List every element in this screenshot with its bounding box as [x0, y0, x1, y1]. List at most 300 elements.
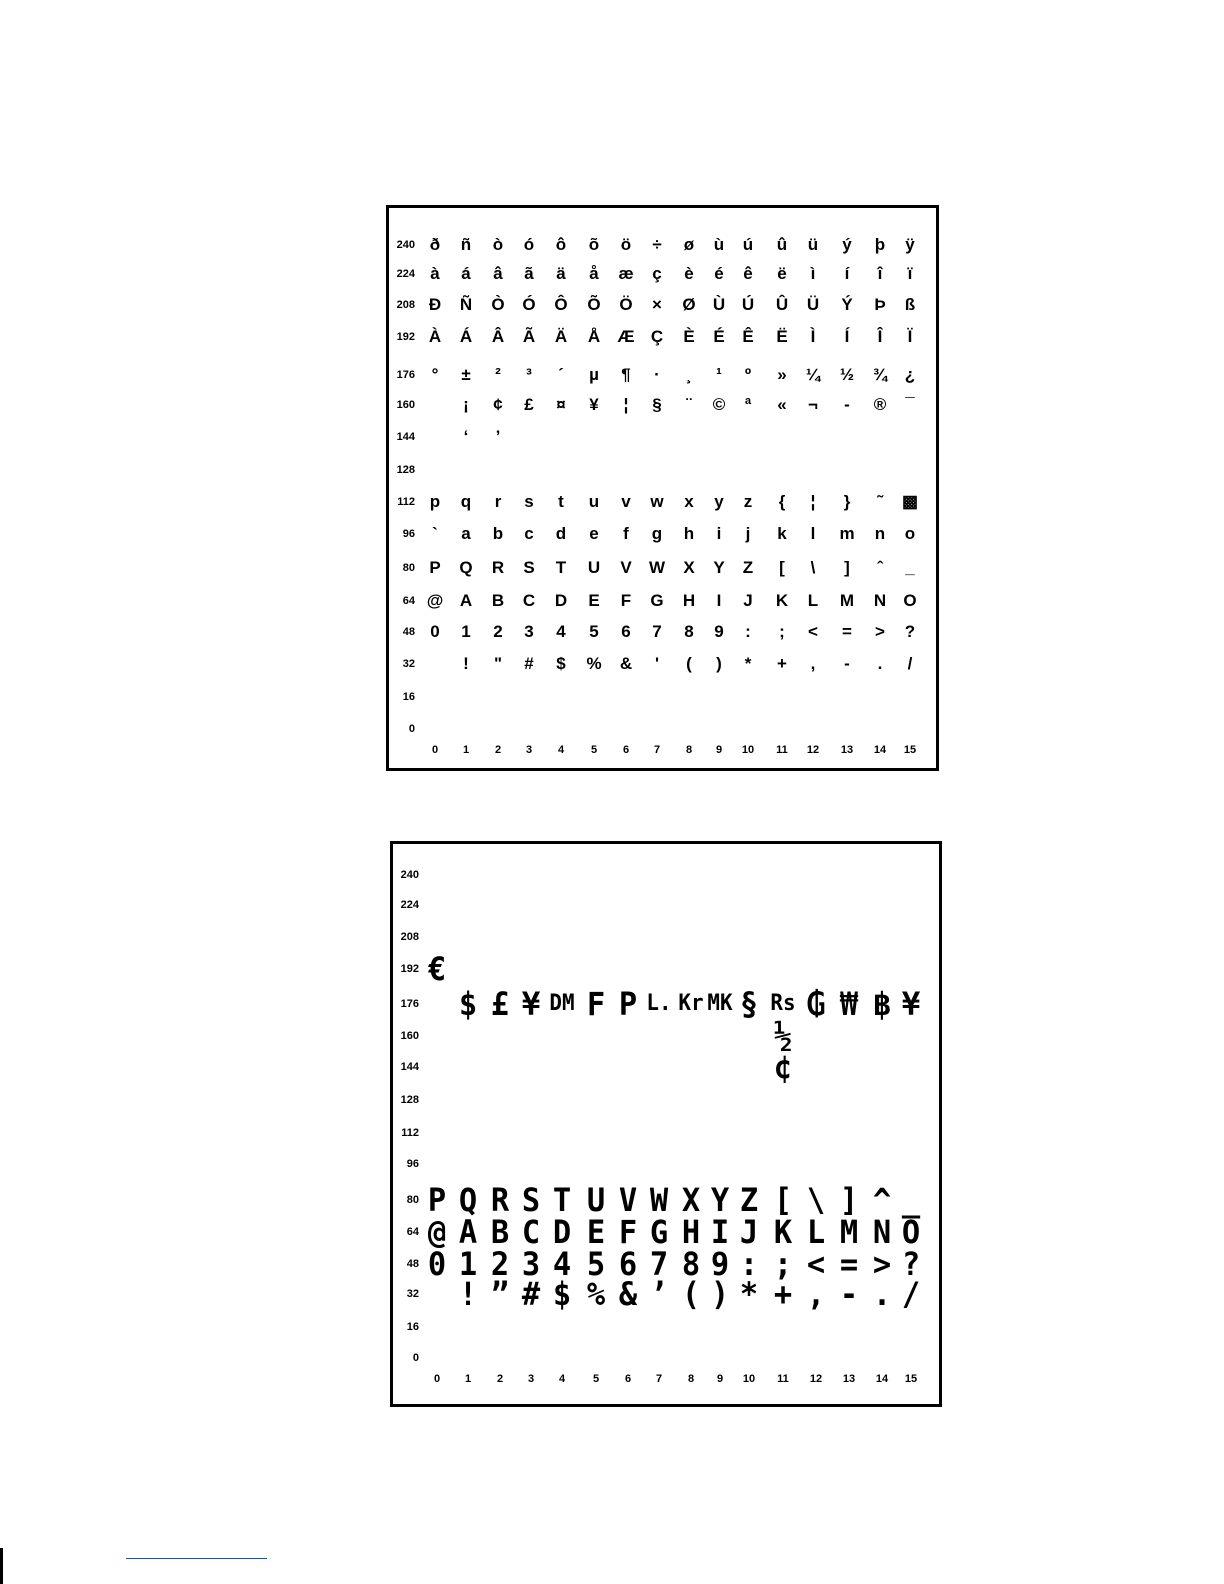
glyph-cell: K — [775, 591, 789, 610]
glyph-cell: Ø — [682, 295, 696, 314]
glyph-cell: æ — [618, 264, 634, 283]
glyph-cell: U — [587, 558, 601, 577]
glyph-cell: U — [586, 1181, 606, 1219]
glyph-cell: ) — [716, 654, 722, 673]
glyph-cell: À — [428, 327, 442, 346]
margin-bar — [0, 1548, 3, 1584]
glyph-cell: + — [773, 1275, 793, 1313]
glyph-cell: Î — [877, 327, 883, 346]
glyph-cell: \ — [806, 1181, 826, 1219]
glyph-cell: r — [494, 492, 502, 511]
glyph-cell: & — [618, 1275, 638, 1313]
glyph-cell: , — [810, 654, 816, 673]
glyph-cell: ! — [463, 654, 469, 673]
glyph-cell: å — [589, 264, 599, 283]
glyph-cell: N — [872, 1213, 892, 1251]
glyph-cell: § — [652, 395, 662, 414]
glyph-cell: 2 — [493, 622, 503, 641]
glyph-cell: ^ — [872, 1181, 892, 1219]
glyph-cell: D — [554, 591, 568, 610]
column-label: 6 — [624, 1373, 632, 1385]
column-label: 1 — [464, 1373, 472, 1385]
glyph-cell: Ü — [806, 295, 820, 314]
glyph-cell: # — [521, 1275, 541, 1313]
glyph-cell: [ — [779, 558, 785, 577]
glyph-cell: Rs — [770, 991, 796, 1016]
row-label: 64 — [402, 595, 415, 607]
glyph-cell: A — [459, 591, 473, 610]
glyph-cell: q — [460, 492, 472, 511]
glyph-cell: ³ — [526, 365, 532, 384]
glyph-cell: Q — [458, 1181, 478, 1219]
glyph-cell: 4 — [556, 622, 566, 641]
glyph-cell: ß — [904, 295, 916, 314]
glyph-cell: X — [683, 558, 695, 577]
glyph-cell: i — [716, 524, 722, 543]
glyph-cell: Ô — [554, 295, 568, 314]
glyph-cell: - — [844, 654, 850, 673]
glyph-cell: MK — [707, 991, 733, 1016]
glyph-cell: > — [875, 622, 885, 641]
glyph-cell: > — [872, 1245, 892, 1283]
glyph-cell: ¡ — [463, 395, 469, 414]
glyph-cell: Õ — [587, 295, 601, 314]
row-label: 112 — [401, 1127, 419, 1139]
glyph-cell: í — [844, 264, 850, 283]
column-label: 3 — [527, 1373, 535, 1385]
glyph-cell: < — [808, 622, 818, 641]
glyph-cell: ´ — [558, 365, 564, 384]
glyph-cell: $ — [552, 1275, 572, 1313]
glyph-cell: ’ — [495, 427, 501, 446]
glyph-cell: × — [652, 295, 662, 314]
glyph-cell: Ú — [741, 295, 755, 314]
column-label: 13 — [842, 1373, 856, 1385]
glyph-cell: ¦ — [810, 492, 816, 511]
glyph-cell: Å — [587, 327, 601, 346]
glyph-cell: Y — [713, 558, 725, 577]
glyph-cell: â — [493, 264, 503, 283]
character-table-1 — [386, 205, 939, 771]
glyph-cell: Ã — [522, 327, 536, 346]
glyph-cell: ì — [810, 264, 816, 283]
glyph-cell: Ç — [650, 327, 664, 346]
glyph-cell: ' — [654, 654, 660, 673]
glyph-cell: Á — [459, 327, 473, 346]
glyph-cell: ® — [873, 395, 887, 414]
glyph-cell: û — [776, 235, 788, 254]
glyph-cell: ø — [683, 235, 695, 254]
glyph-cell: @ — [426, 591, 444, 610]
glyph-cell: 6 — [621, 622, 631, 641]
glyph-cell: D — [552, 1213, 572, 1251]
glyph-cell: } — [843, 492, 851, 511]
glyph-cell: ¥ — [521, 985, 541, 1023]
character-table-2 — [390, 841, 942, 1407]
glyph-cell: P — [427, 1181, 447, 1219]
glyph-cell: w — [650, 492, 664, 511]
glyph-cell: C — [522, 591, 536, 610]
row-label: 48 — [406, 1258, 419, 1270]
glyph-cell: 3 — [521, 1245, 541, 1283]
glyph-cell: * — [744, 654, 752, 673]
row-label: 64 — [406, 1226, 419, 1238]
glyph-cell: Kr — [678, 991, 704, 1016]
glyph-cell: H — [681, 1213, 701, 1251]
column-label: 13 — [840, 744, 854, 756]
glyph-cell: 7 — [652, 622, 662, 641]
glyph-cell: € — [427, 950, 447, 988]
glyph-cell: Ò — [491, 295, 505, 314]
glyph-cell: T — [555, 558, 567, 577]
glyph-cell: ç — [652, 264, 662, 283]
glyph-cell: I — [716, 591, 722, 610]
column-label: 1 — [462, 744, 470, 756]
glyph-cell: Ê — [742, 327, 754, 346]
glyph-cell: k — [777, 524, 787, 543]
column-label: 2 — [496, 1373, 504, 1385]
glyph-cell: 5 — [586, 1245, 606, 1283]
glyph-cell: n — [874, 524, 886, 543]
row-label: 160 — [396, 399, 415, 411]
glyph-cell: 4 — [552, 1245, 572, 1283]
glyph-cell: $ — [556, 654, 566, 673]
row-label: 16 — [402, 691, 415, 703]
glyph-cell: " — [493, 654, 503, 673]
glyph-cell: ¶ — [621, 365, 631, 384]
glyph-cell: G — [650, 591, 664, 610]
glyph-cell: ý — [842, 235, 852, 254]
row-label: 32 — [402, 658, 415, 670]
glyph-cell: _ — [905, 558, 915, 577]
glyph-cell: P — [618, 985, 638, 1023]
glyph-cell: a — [461, 524, 471, 543]
row-label: 48 — [402, 626, 415, 638]
glyph-cell: ô — [555, 235, 567, 254]
glyph-cell: ÷ — [652, 235, 662, 254]
glyph-cell: P — [429, 558, 441, 577]
glyph-cell: V — [620, 558, 632, 577]
column-label: 12 — [806, 744, 820, 756]
column-label: 3 — [525, 744, 533, 756]
glyph-cell: j — [745, 524, 751, 543]
glyph-cell: 2 — [490, 1245, 510, 1283]
row-label: 176 — [396, 369, 415, 381]
glyph-cell: Z — [742, 558, 754, 577]
glyph-cell: # — [524, 654, 534, 673]
row-label: 224 — [396, 268, 415, 280]
glyph-cell: Û — [775, 295, 789, 314]
glyph-cell: ( — [686, 654, 692, 673]
column-label: 7 — [655, 1373, 663, 1385]
glyph-cell: ï — [907, 264, 913, 283]
column-label: 4 — [557, 744, 565, 756]
glyph-cell: Ë — [776, 327, 788, 346]
row-label: 176 — [400, 998, 419, 1010]
glyph-cell: _ — [901, 1181, 921, 1219]
glyph-cell: c — [524, 524, 534, 543]
glyph-cell: + — [777, 654, 787, 673]
glyph-cell: F — [618, 1213, 638, 1251]
glyph-cell: ’ — [649, 1275, 669, 1313]
glyph-cell: 7 — [649, 1245, 669, 1283]
glyph-cell: @ — [427, 1213, 447, 1251]
glyph-cell: R — [490, 1181, 510, 1219]
column-label: 2 — [494, 744, 502, 756]
glyph-cell: ¸ — [686, 365, 692, 384]
glyph-cell: ▩ — [901, 492, 919, 511]
glyph-cell: ¤ — [556, 395, 566, 414]
glyph-cell: ½ — [773, 1017, 793, 1055]
glyph-cell: Â — [491, 327, 505, 346]
glyph-cell: 9 — [710, 1245, 730, 1283]
glyph-cell: z — [743, 492, 753, 511]
glyph-cell: ñ — [460, 235, 472, 254]
column-label: 9 — [716, 1373, 724, 1385]
glyph-cell: Y — [710, 1181, 730, 1219]
column-label: 8 — [687, 1373, 695, 1385]
glyph-cell: N — [873, 591, 887, 610]
glyph-cell: ¯ — [905, 395, 915, 414]
glyph-cell: ฿ — [872, 985, 892, 1023]
glyph-cell: H — [682, 591, 696, 610]
glyph-cell: . — [877, 654, 883, 673]
glyph-cell: M — [839, 591, 855, 610]
glyph-cell: . — [872, 1275, 892, 1313]
glyph-cell: Ñ — [459, 295, 473, 314]
glyph-cell: ? — [901, 1245, 921, 1283]
row-label: 144 — [400, 1061, 419, 1073]
glyph-cell: Ä — [554, 327, 568, 346]
glyph-cell: R — [491, 558, 505, 577]
glyph-cell: ü — [807, 235, 819, 254]
glyph-cell: 3 — [524, 622, 534, 641]
glyph-cell: ¨ — [686, 395, 692, 414]
glyph-cell: ã — [524, 264, 534, 283]
glyph-cell: © — [712, 395, 726, 414]
glyph-cell: ” — [490, 1275, 510, 1313]
glyph-cell: á — [461, 264, 471, 283]
glyph-cell: ä — [556, 264, 566, 283]
glyph-cell: F — [586, 985, 606, 1023]
glyph-cell: F — [620, 591, 632, 610]
column-label: 11 — [777, 1373, 789, 1385]
glyph-cell: b — [492, 524, 504, 543]
glyph-cell: O — [901, 1213, 921, 1251]
row-label: 80 — [402, 562, 415, 574]
glyph-cell: L — [807, 591, 819, 610]
glyph-cell: ¢ — [773, 1048, 793, 1086]
column-label: 10 — [741, 744, 755, 756]
glyph-cell: ) — [710, 1275, 730, 1313]
glyph-cell: ¥ — [901, 985, 921, 1023]
glyph-cell: ¾ — [872, 365, 888, 384]
column-label: 9 — [715, 744, 723, 756]
glyph-cell: Ð — [428, 295, 442, 314]
glyph-cell: L — [806, 1213, 826, 1251]
glyph-cell: 8 — [681, 1245, 701, 1283]
row-label: 32 — [406, 1288, 419, 1300]
glyph-cell: Ù — [712, 295, 726, 314]
glyph-cell: ₲ — [806, 985, 826, 1023]
glyph-cell: d — [555, 524, 567, 543]
glyph-cell: I — [710, 1213, 730, 1251]
glyph-cell: ò — [492, 235, 504, 254]
glyph-cell: p — [429, 492, 441, 511]
glyph-cell: ( — [681, 1275, 701, 1313]
glyph-cell: à — [430, 264, 440, 283]
glyph-cell: Ý — [841, 295, 853, 314]
row-label: 0 — [408, 723, 415, 735]
glyph-cell: x — [684, 492, 694, 511]
glyph-cell: J — [739, 1213, 759, 1251]
glyph-cell: g — [651, 524, 663, 543]
glyph-cell: ¬ — [808, 395, 818, 414]
glyph-cell: X — [681, 1181, 701, 1219]
glyph-cell: o — [904, 524, 916, 543]
column-label: 10 — [742, 1373, 756, 1385]
glyph-cell: 0 — [430, 622, 440, 641]
glyph-cell: è — [684, 264, 694, 283]
glyph-cell: $ — [458, 985, 478, 1023]
glyph-cell: t — [558, 492, 564, 511]
row-label: 16 — [406, 1321, 419, 1333]
row-label: 96 — [402, 528, 415, 540]
column-label: 4 — [558, 1373, 566, 1385]
glyph-cell: ë — [777, 264, 787, 283]
column-label: 5 — [592, 1373, 600, 1385]
glyph-cell: : — [745, 622, 751, 641]
glyph-cell: 1 — [461, 622, 471, 641]
glyph-cell: S — [523, 558, 535, 577]
glyph-cell: ¼ — [805, 365, 821, 384]
row-label: 160 — [400, 1030, 419, 1042]
glyph-cell: ; — [773, 1245, 793, 1283]
glyph-cell: Z — [739, 1181, 759, 1219]
glyph-cell: § — [739, 985, 759, 1023]
glyph-cell: É — [713, 327, 725, 346]
glyph-cell: u — [588, 492, 600, 511]
glyph-cell: ö — [620, 235, 632, 254]
glyph-cell: DM — [549, 991, 575, 1016]
glyph-cell: ù — [713, 235, 725, 254]
column-label: 11 — [776, 744, 788, 756]
glyph-cell: W — [648, 558, 666, 577]
row-label: 208 — [400, 931, 419, 943]
row-label: 112 — [397, 496, 415, 508]
column-label: 5 — [590, 744, 598, 756]
glyph-cell: C — [521, 1213, 541, 1251]
glyph-cell: ! — [458, 1275, 478, 1313]
glyph-cell: ] — [844, 558, 850, 577]
glyph-cell: ¢ — [493, 395, 503, 414]
glyph-cell: K — [773, 1213, 793, 1251]
glyph-cell: Ö — [619, 295, 633, 314]
glyph-cell: , — [806, 1275, 826, 1313]
row-label: 0 — [412, 1352, 419, 1364]
row-label: 192 — [400, 963, 419, 975]
glyph-cell: » — [777, 365, 787, 384]
glyph-cell: - — [839, 1275, 859, 1313]
glyph-cell: 5 — [589, 622, 599, 641]
glyph-cell: y — [714, 492, 724, 511]
glyph-cell: = — [839, 1245, 859, 1283]
glyph-cell: G — [649, 1213, 669, 1251]
glyph-cell: Æ — [617, 327, 635, 346]
column-label: 6 — [622, 744, 630, 756]
glyph-cell: ° — [431, 365, 439, 384]
glyph-cell: º — [744, 365, 752, 384]
glyph-cell: õ — [588, 235, 600, 254]
glyph-cell: ? — [904, 622, 916, 641]
glyph-cell: £ — [524, 395, 534, 414]
glyph-cell: % — [586, 654, 602, 673]
glyph-cell: W — [649, 1181, 669, 1219]
glyph-cell: L. — [646, 991, 672, 1016]
glyph-cell: [ — [773, 1181, 793, 1219]
row-label: 192 — [396, 331, 415, 343]
column-label: 15 — [903, 744, 917, 756]
glyph-cell: ª — [744, 395, 752, 414]
glyph-cell: ÿ — [905, 235, 915, 254]
glyph-cell: ¦ — [623, 395, 629, 414]
glyph-cell: é — [714, 264, 724, 283]
glyph-cell: ð — [429, 235, 441, 254]
row-label: 224 — [400, 899, 419, 911]
row-label: 208 — [396, 299, 415, 311]
row-label: 240 — [400, 869, 419, 881]
glyph-cell: · — [654, 365, 660, 384]
row-label: 96 — [406, 1158, 419, 1170]
column-label: 14 — [875, 1373, 889, 1385]
glyph-cell: ₩ — [839, 985, 859, 1023]
glyph-cell: ± — [461, 365, 471, 384]
glyph-cell: ½ — [839, 365, 855, 384]
row-label: 128 — [396, 464, 415, 476]
glyph-cell: Ì — [810, 327, 816, 346]
glyph-cell: h — [683, 524, 695, 543]
glyph-cell: S — [521, 1181, 541, 1219]
glyph-cell: * — [739, 1275, 759, 1313]
glyph-cell: £ — [490, 985, 510, 1023]
glyph-cell: e — [589, 524, 599, 543]
glyph-cell: m — [839, 524, 855, 543]
glyph-cell: 8 — [684, 622, 694, 641]
column-label: 15 — [904, 1373, 918, 1385]
row-label: 240 — [396, 239, 415, 251]
glyph-cell: Ï — [907, 327, 913, 346]
footnote-rule — [126, 1558, 267, 1559]
glyph-cell: l — [810, 524, 816, 543]
glyph-cell: / — [907, 654, 913, 673]
glyph-cell: 0 — [427, 1245, 447, 1283]
glyph-cell: È — [683, 327, 695, 346]
glyph-cell: ¿ — [904, 365, 916, 384]
glyph-cell: 1 — [458, 1245, 478, 1283]
glyph-cell: ² — [495, 365, 501, 384]
glyph-cell: ¹ — [716, 365, 722, 384]
glyph-cell: Þ — [874, 295, 886, 314]
column-label: 0 — [433, 1373, 441, 1385]
glyph-cell: E — [588, 591, 600, 610]
glyph-cell: E — [586, 1213, 606, 1251]
column-label: 0 — [431, 744, 439, 756]
glyph-cell: & — [619, 654, 633, 673]
glyph-cell: B — [490, 1213, 510, 1251]
glyph-cell: ] — [839, 1181, 859, 1219]
row-label: 128 — [400, 1094, 419, 1106]
glyph-cell: s — [524, 492, 534, 511]
